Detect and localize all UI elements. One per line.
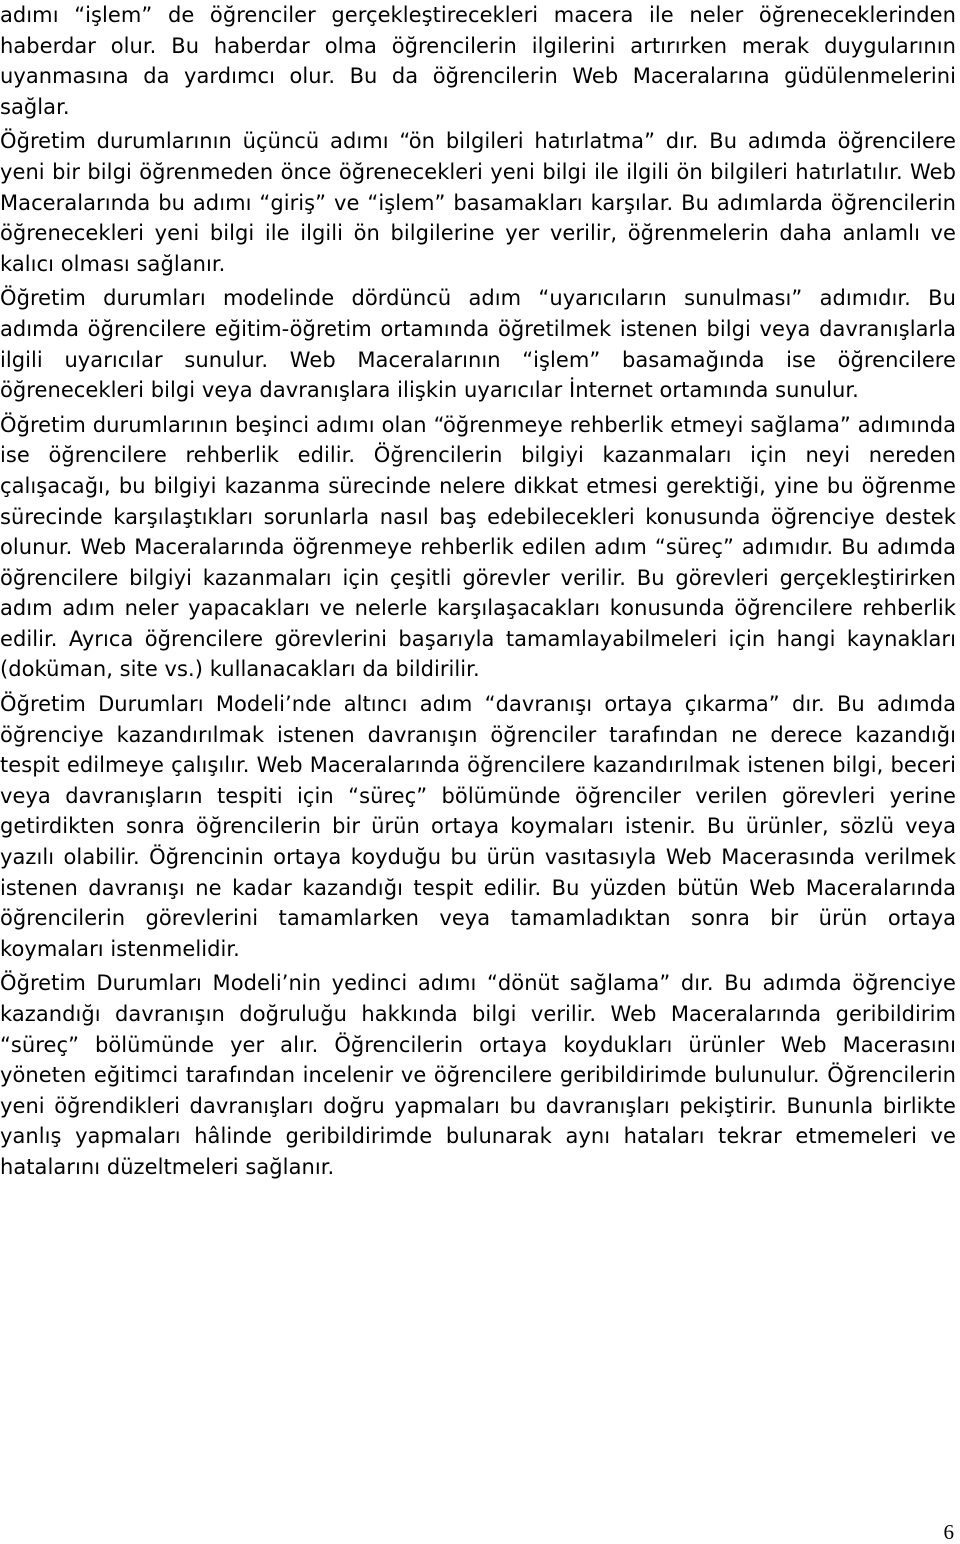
paragraph-step-seven: Öğretim Durumları Modeli’nin yedinci adımı “dönüt sağlama” dır. Bu adımda öğrenciye kazandığı davranışın doğruluğu hakkında bilgi verilir. Web Maceralarında geribildirim “süreç” bölümünde yer alır. Öğrencilerin ortaya koydukları ürünler Web Macerasını yöneten eğitimci tarafından incelenir ve öğrencilere geribildirimde bulunulur. Öğrencilerin yeni öğrendikleri davranışları doğru yapmaları bu davranışları pekiştirir. Bununla birlikte yanlış yapmaları hâlinde geribildirimde bulunarak aynı hataları tekrar etmemeleri ve hatalarını düzeltmeleri sağlanır. bbox=[0, 971, 956, 1179]
page-number: 6 bbox=[943, 1520, 954, 1544]
paragraph-step-five: Öğretim durumlarının beşinci adımı olan “öğrenmeye rehberlik etmeyi sağlama” adımında ise öğrencilere rehberlik edilir. Öğrencilerin bilgiyi kazanmaları için neyi nereden çalışacağı, bu bilgiyi kazanma sürecinde nelere dikkat etmesi gerektiği, yine bu öğrenme sürecinde karşılaştıkları sorunlarla nasıl baş edebilecekleri konusunda öğrenciye destek olunur. Web Maceralarında öğrenmeye rehberlik edilen adım “süreç” adımıdır. Bu adımda öğrencilere bilgiyi kazanmaları için çeşitli görevler verilir. Bu görevleri gerçekleştirirken adım adım neler yapacakları ve nelerle karşılaşacakları konusunda öğrencilere rehberlik edilir. Ayrıca öğrencilere görevlerini başarıyla tamamlayabilmeleri için hangi kaynakları (doküman, site vs.) kullanacakları da bildirilir. bbox=[0, 412, 956, 682]
paragraph-step-six: Öğretim Durumları Modeli’nde altıncı adım “davranışı ortaya çıkarma” dır. Bu adımda öğrenciye kazandırılmak istenen davranışın öğrenciler tarafından ne derece kazandığı tespit edilmeye çalışılır. Web Maceralarında öğrencilere kazandırılmak istenen bilgi, beceri veya davranışların tespiti için “süreç” bölümünde öğrenciler verilen görevleri yerine getirdikten sonra öğrencilerin bir ürün ortaya koymaları istenir. Bu ürünler, sözlü veya yazılı olabilir. Öğrencinin ortaya koyduğu bu ürün vasıtasıyla Web Macerasında verilmek istenen davranışı ne kadar kazandığı tespit edilir. Bu yüzden bütün Web Maceralarında öğrencilerin görevlerini tamamlarken veya tamamladıktan sonra bir ürün ortaya koymaları istenmelidir. bbox=[0, 692, 956, 961]
paragraph-step-three: Öğretim durumlarının üçüncü adımı “ön bilgileri hatırlatma” dır. Bu adımda öğrencilere yeni bir bilgi öğrenmeden önce öğrenecekleri yeni bilgi ile ilgili ön bilgileri hatırlatılır. Web Maceralarında bu adımı “giriş” ve “işlem” basamakları karşılar. Bu adımlarda öğrencilerin öğrenecekleri yeni bilgi ile ilgili ön bilgilerine yer verilir, öğrenmelerin daha anlamlı ve kalıcı olması sağlanır. bbox=[0, 129, 956, 276]
paragraph-continuation: adımı “işlem” de öğrenciler gerçekleştirecekleri macera ile neler öğreneceklerinden haberdar olur. Bu haberdar olma öğrencilerin ilgilerini artırırken merak duygularının uyanmasına da yardımcı olur. Bu da öğrencilerin Web Maceralarına güdülenmelerini sağlar. bbox=[0, 3, 956, 119]
paragraph-step-four: Öğretim durumları modelinde dördüncü adım “uyarıcıların sunulması” adımıdır. Bu adımda öğrencilere eğitim-öğretim ortamında öğretilmek istenen bilgi veya davranışlarla ilgili uyarıcılar sunulur. Web Maceralarının “işlem” basamağında ise öğrencilere öğrenecekleri bilgi veya davranışlara ilişkin uyarıcılar İnternet ortamında sunulur. bbox=[0, 286, 956, 403]
